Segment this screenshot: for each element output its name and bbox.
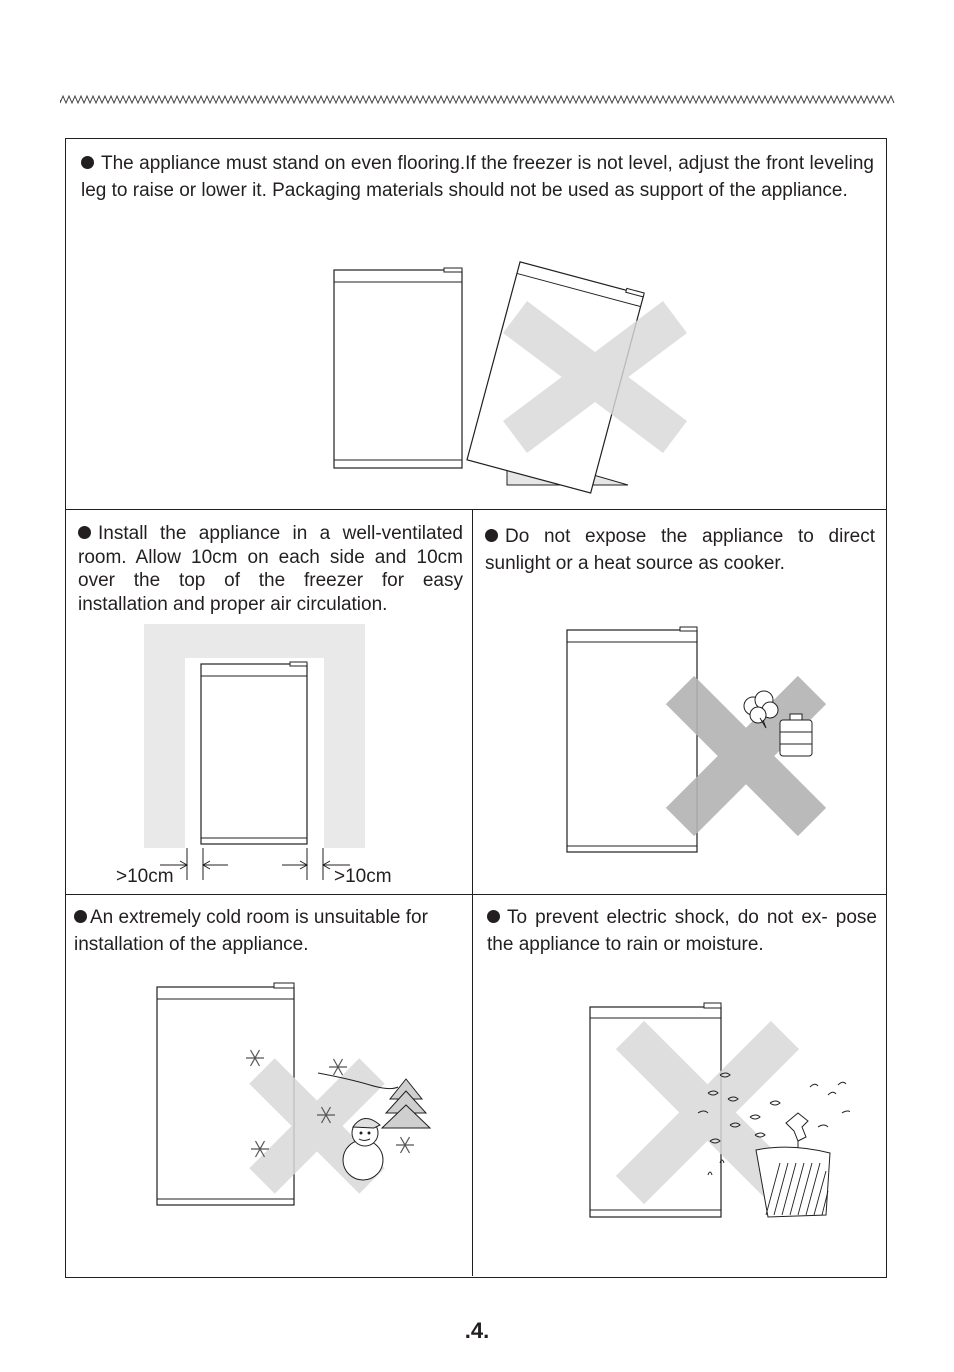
row-divider-1	[65, 509, 887, 510]
column-divider	[472, 509, 473, 1276]
sink-icon	[756, 1147, 830, 1217]
heat-source-illustration	[560, 620, 840, 860]
moisture-illustration	[580, 995, 850, 1225]
ventilation-illustration	[130, 620, 380, 880]
cooker-icon	[780, 714, 812, 756]
cold-room-instruction: An extremely cold room is unsuitable for installation of the appliance.	[74, 907, 428, 955]
sunlight-instruction: Do not expose the appliance to direct sunlight or a heat source as cooker.	[485, 526, 875, 574]
bullet-icon	[487, 910, 500, 923]
cold-room-illustration	[150, 975, 450, 1215]
left-clearance-label: >10cm	[116, 866, 174, 887]
ventilation-instruction: Install the appliance in a well-ventilated room. Allow 10cm on each side and 10cm over the top of the freezer for easy installation and proper air circulation.	[78, 523, 463, 615]
bullet-icon	[74, 910, 87, 923]
tree-icon	[382, 1079, 430, 1128]
moisture-instruction: To prevent electric shock, do not ex- pose the appliance to rain or moisture.	[487, 907, 877, 955]
faucet-icon	[786, 1113, 808, 1151]
page-number: .4.	[464, 1318, 490, 1343]
bullet-icon	[78, 526, 91, 539]
right-clearance-label: >10cm	[334, 866, 392, 887]
bullet-icon	[485, 529, 498, 542]
level-instruction: The appliance must stand on even flooring.If the freezer is not level, adjust the front leveling leg to raise or lower it. Packaging materials should not be used as support of the appliance.	[81, 153, 874, 201]
row-divider-2	[65, 894, 887, 895]
bullet-icon	[81, 156, 94, 169]
snowman-icon	[343, 1118, 383, 1180]
level-illustration	[320, 255, 720, 500]
header-zigzag-rule	[60, 94, 896, 106]
